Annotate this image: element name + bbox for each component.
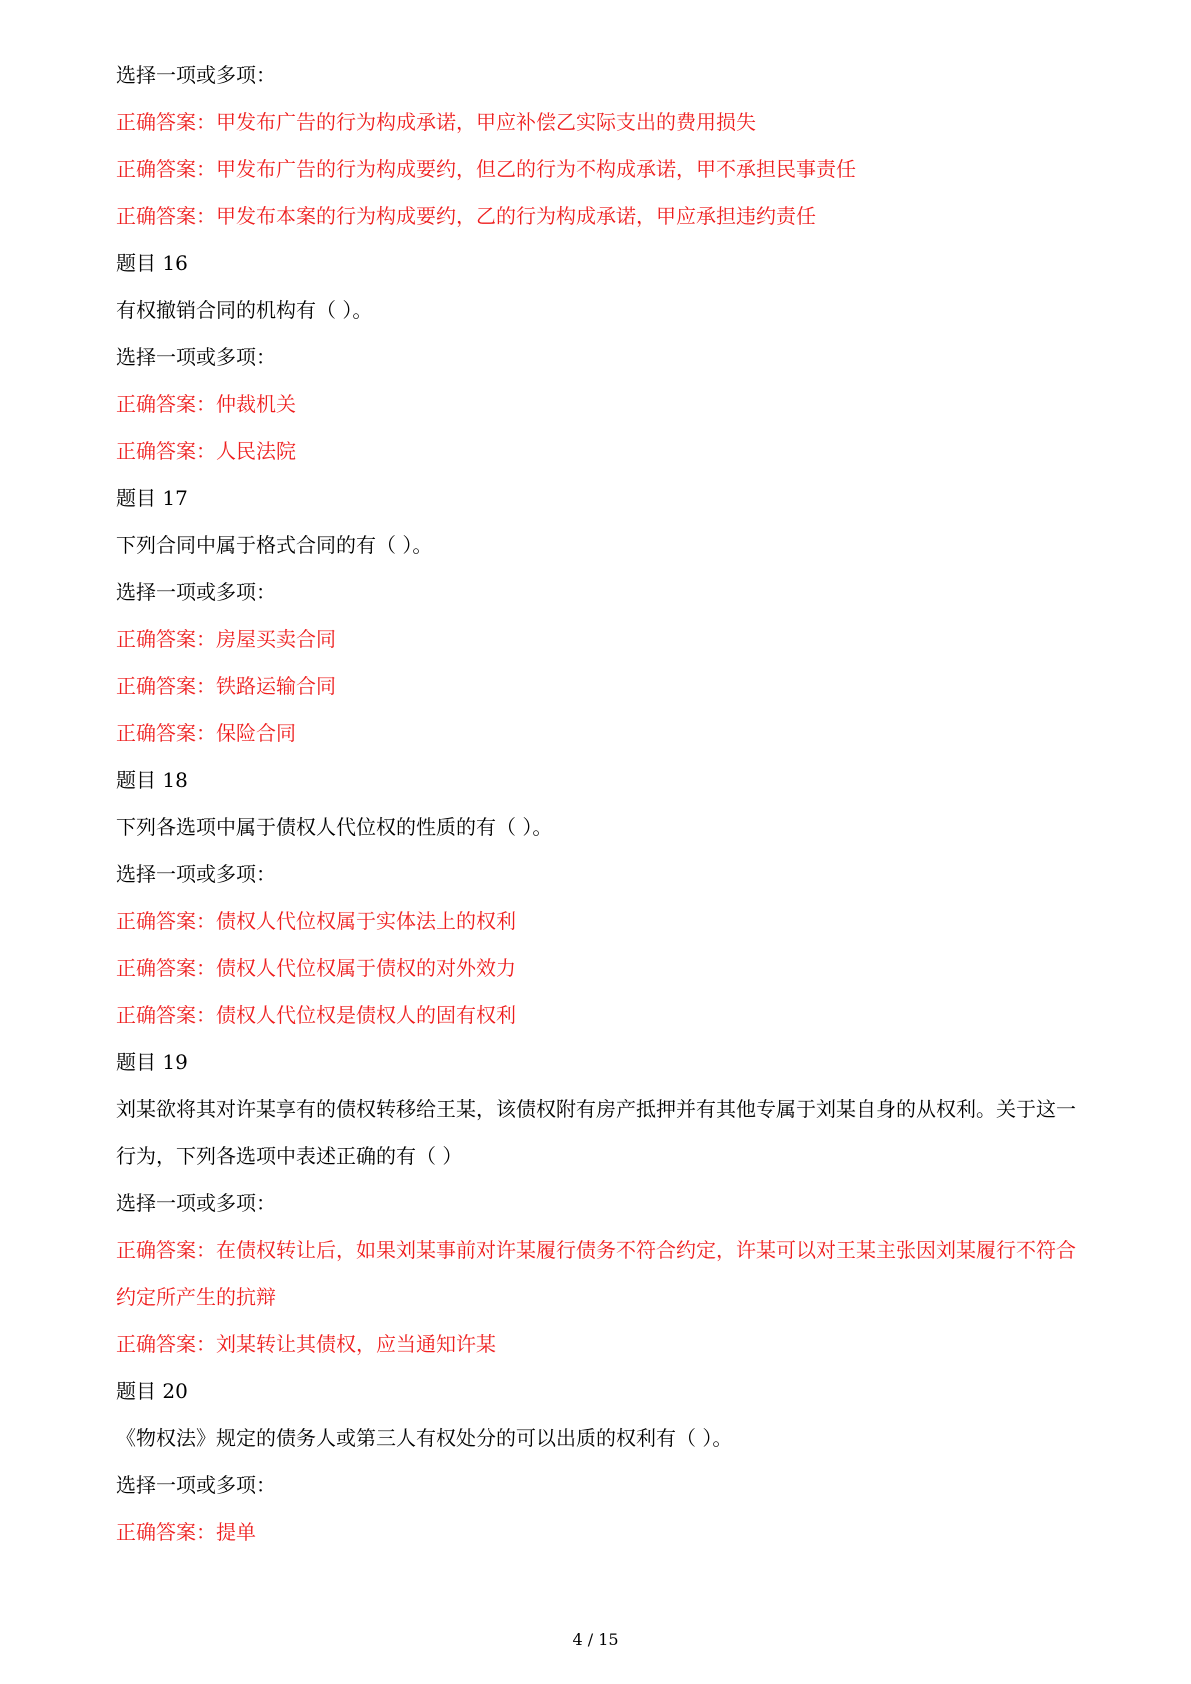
page-content — [116, 60, 1091, 1564]
question-number: 题目 20 — [116, 1379, 188, 1403]
choice-instruction: 选择一项或多项： — [116, 862, 276, 886]
correct-answer-line: 正确答案：保险合同 — [116, 721, 296, 745]
page-number-current: 4 — [572, 1630, 583, 1649]
question-number: 题目 16 — [116, 251, 188, 275]
correct-answer-line: 正确答案：甲发布广告的行为构成要约，但乙的行为不构成承诺，甲不承担民事责任 — [116, 157, 856, 181]
correct-answer-line: 正确答案：刘某转让其债权，应当通知许某 — [116, 1332, 496, 1356]
page-number-total: 15 — [598, 1630, 619, 1649]
question-text: 下列各选项中属于债权人代位权的性质的有（ ）。 — [116, 815, 553, 839]
question-number: 题目 18 — [116, 768, 188, 792]
correct-answer-line: 正确答案：人民法院 — [116, 439, 296, 463]
choice-instruction: 选择一项或多项： — [116, 580, 276, 604]
correct-answer-line: 正确答案：债权人代位权是债权人的固有权利 — [116, 1003, 516, 1027]
page-number-separator: / — [587, 1630, 594, 1649]
question-text: 《物权法》规定的债务人或第三人有权处分的可以出质的权利有（ ）。 — [116, 1426, 733, 1450]
question-text: 刘某欲将其对许某享有的债权转移给王某，该债权附有房产抵押并有其他专属于刘某自身的从权利。关于这一行为，下列各选项中表述正确的有（ ） — [116, 1097, 1076, 1168]
question-number: 题目 19 — [116, 1050, 188, 1074]
correct-answer-line: 正确答案：甲发布广告的行为构成承诺，甲应补偿乙实际支出的费用损失 — [116, 110, 756, 134]
correct-answer-line: 正确答案：债权人代位权属于债权的对外效力 — [116, 956, 516, 980]
question-text: 下列合同中属于格式合同的有（ ）。 — [116, 533, 433, 557]
correct-answer-line: 正确答案：仲裁机关 — [116, 392, 296, 416]
correct-answer-line: 正确答案：在债权转让后，如果刘某事前对许某履行债务不符合约定，许某可以对王某主张因刘某履行不符合约定所产生的抗辩 — [116, 1238, 1076, 1309]
question-text: 有权撤销合同的机构有（ ）。 — [116, 298, 373, 322]
correct-answer-line: 正确答案：甲发布本案的行为构成要约，乙的行为构成承诺，甲应承担违约责任 — [116, 204, 816, 228]
choice-instruction: 选择一项或多项： — [116, 1191, 276, 1215]
correct-answer-line: 正确答案：债权人代位权属于实体法上的权利 — [116, 909, 516, 933]
correct-answer-line: 正确答案：提单 — [116, 1520, 256, 1544]
choice-instruction: 选择一项或多项： — [116, 1473, 276, 1497]
page-footer — [0, 1630, 1191, 1649]
choice-instruction: 选择一项或多项： — [116, 345, 276, 369]
question-number: 题目 17 — [116, 486, 188, 510]
correct-answer-line: 正确答案：房屋买卖合同 — [116, 627, 336, 651]
correct-answer-line: 正确答案：铁路运输合同 — [116, 674, 336, 698]
choice-instruction: 选择一项或多项： — [116, 63, 276, 87]
